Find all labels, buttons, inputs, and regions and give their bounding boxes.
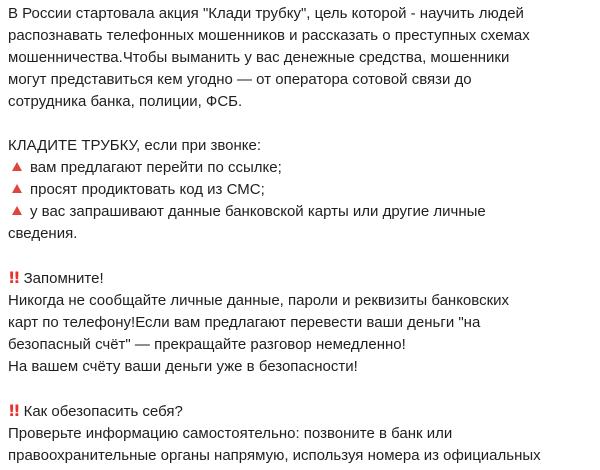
protect-line: Проверьте информацию самостоятельно: позвоните в банк или bbox=[8, 425, 453, 442]
list-item-text: вам предлагают перейти по ссылке; bbox=[30, 159, 282, 176]
intro-line: распознавать телефонных мошенников и рассказать о преступных схемах bbox=[8, 27, 530, 44]
hang-up-section bbox=[8, 135, 600, 245]
protect-heading-line bbox=[8, 400, 600, 423]
remember-line: карт по телефону!Если вам предлагают перевести ваши деньги "на bbox=[8, 314, 481, 331]
list-item-text: просят продиктовать код из СМС; bbox=[30, 181, 265, 198]
remember-line: безопасный счёт" — прекращайте разговор немедленно! bbox=[8, 336, 406, 353]
remember-line: Никогда не сообщайте личные данные, пароли и реквизиты банковских bbox=[8, 292, 510, 309]
protect-section bbox=[8, 400, 600, 467]
list-item bbox=[8, 179, 600, 201]
remember-section bbox=[8, 267, 600, 378]
double-exclamation-icon: !! bbox=[8, 268, 19, 287]
paragraph-gap bbox=[8, 245, 600, 267]
red-triangle-icon bbox=[12, 184, 22, 193]
protect-line: правоохранительные органы напрямую, используя номера из официальных bbox=[8, 447, 541, 464]
paragraph-gap bbox=[8, 113, 600, 135]
list-item bbox=[8, 201, 600, 223]
post-text bbox=[8, 3, 600, 467]
hang-up-heading: КЛАДИТЕ ТРУБКУ, если при звонке: bbox=[8, 137, 262, 154]
protect-heading: Как обезопасить себя? bbox=[23, 403, 183, 420]
list-item-text: у вас запрашивают данные банковской карты или другие личные bbox=[30, 203, 486, 220]
paragraph-gap bbox=[8, 378, 600, 400]
red-triangle-icon bbox=[12, 206, 22, 215]
intro-paragraph bbox=[8, 3, 600, 113]
remember-heading: Запомните! bbox=[23, 270, 104, 287]
red-triangle-icon bbox=[12, 162, 22, 171]
list-item-continuation: сведения. bbox=[8, 225, 78, 242]
intro-line: мошенничества.Чтобы выманить у вас денежные средства, мошенники bbox=[8, 49, 510, 66]
remember-line: На вашем счёту ваши деньги уже в безопасности! bbox=[8, 358, 358, 375]
intro-line: сотрудника банка, полиции, ФСБ. bbox=[8, 93, 243, 110]
remember-heading-line bbox=[8, 267, 600, 290]
intro-line: могут представиться кем угодно — от оператора сотовой связи до bbox=[8, 71, 472, 88]
intro-line: В России стартовала акция "Клади трубку", цель которой - научить людей bbox=[8, 5, 524, 22]
double-exclamation-icon: !! bbox=[8, 401, 19, 420]
list-item bbox=[8, 157, 600, 179]
